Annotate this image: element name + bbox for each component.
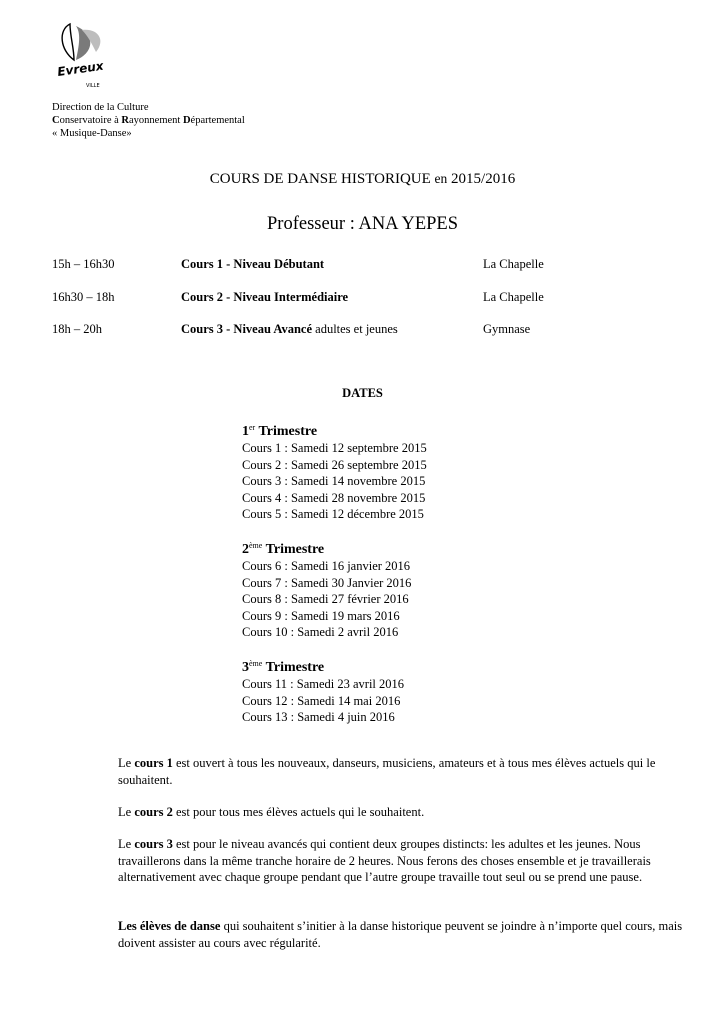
- date-item: Cours 11 : Samedi 23 avril 2016: [242, 677, 405, 691]
- paragraph-text: qui souhaitent s’initier à la danse historique peuvent se joindre à n’importe quel cours, mais doivent assister au cours avec régularité.: [118, 919, 683, 950]
- paragraph-text: est pour tous mes élèves actuels qui le souhaitent.: [172, 805, 425, 819]
- date-item: Cours 10 : Samedi 2 avril 2016: [242, 625, 399, 639]
- paragraph-text: est ouvert à tous les nouveaux, danseurs, musiciens, amateurs et à tous mes élèves actuels qui le souhaitent.: [118, 756, 656, 787]
- paragraph-bold: cours 1: [134, 756, 173, 770]
- paragraph: [118, 804, 698, 821]
- date-item: Cours 4 : Samedi 28 novembre 2015: [242, 490, 426, 505]
- page-title: [0, 171, 725, 188]
- schedule-time: 16h30 – 18h: [52, 290, 115, 304]
- paragraph-prefix: Le: [118, 837, 135, 851]
- trimester-number: 1: [242, 424, 249, 439]
- trimester-label: Trimestre: [262, 660, 325, 675]
- date-item: Cours 7 : Samedi 30 Janvier 2016: [242, 575, 412, 590]
- trimester-suffix: er: [249, 423, 256, 432]
- trimester-suffix: ème: [249, 659, 263, 668]
- date-item: Cours 6 : Samedi 16 janvier 2016: [242, 559, 411, 573]
- schedule-place: Gymnase: [483, 322, 531, 336]
- course-extra: adultes et jeunes: [312, 322, 398, 336]
- logo-text: Evreux: [56, 58, 105, 79]
- schedule-place: La Chapelle: [483, 257, 544, 271]
- schedule-time: 18h – 20h: [52, 322, 102, 336]
- schedule-course: [181, 257, 324, 272]
- trimester-number: 2: [242, 542, 249, 557]
- date-item: Cours 9 : Samedi 19 mars 2016: [242, 608, 400, 623]
- date-item: Cours 5 : Samedi 12 décembre 2015: [242, 507, 424, 521]
- paragraph-prefix: Le: [118, 805, 135, 819]
- header-initial: R: [121, 115, 129, 126]
- date-list: [242, 558, 542, 641]
- date-item: Cours 8 : Samedi 27 février 2016: [242, 592, 409, 606]
- paragraph-bold: cours 2: [134, 805, 173, 819]
- date-item: Cours 3 : Samedi 14 novembre 2015: [242, 474, 426, 488]
- course-name: Cours 2 - Niveau Intermédiaire: [181, 290, 349, 304]
- leaf-shape: [62, 24, 74, 60]
- trimester-title: [242, 537, 542, 558]
- schedule-place: La Chapelle: [483, 290, 544, 304]
- title-year: 2015/2016: [451, 171, 516, 187]
- trimester-title: [242, 655, 542, 676]
- header-line-2: [52, 114, 245, 127]
- trimester-label: Trimestre: [255, 424, 318, 439]
- date-item: Cours 12 : Samedi 14 mai 2016: [242, 693, 401, 708]
- header-text: onservatoire à: [59, 115, 122, 126]
- dates-heading: DATES: [342, 386, 383, 400]
- course-name: Cours 1 - Niveau Débutant: [181, 257, 325, 271]
- trimester-number: 3: [242, 660, 249, 675]
- professor-title: Professeur : ANA YEPES: [267, 214, 458, 234]
- city-logo: [52, 20, 114, 92]
- date-item: Cours 1 : Samedi 12 septembre 2015: [242, 441, 427, 455]
- title-main: COURS DE DANSE HISTORIQUE: [209, 171, 431, 187]
- trimester-block: [242, 537, 542, 641]
- paragraph-text: est pour le niveau avancés qui contient deux groupes distincts: les adultes et les jeunes. Nous travaillerons dans la même tranche horaire de 2 heures. Nous ferons des choses ensemble et je travaillerais alternativement avec chaque groupe pendant que l’autre groupe travaille tout seul ou se prend une pause.: [118, 837, 651, 884]
- schedule-time: 15h – 16h30: [52, 257, 115, 271]
- date-item: Cours 13 : Samedi 4 juin 2016: [242, 710, 395, 724]
- header-line-3: « Musique-Danse»: [52, 128, 132, 139]
- paragraph: [118, 836, 698, 886]
- trimester-title: [242, 419, 542, 440]
- trimester-label: Trimestre: [262, 542, 325, 557]
- paragraph-bold: Les élèves de danse: [118, 919, 221, 933]
- header-initial: C: [52, 115, 60, 126]
- date-list: [242, 440, 542, 523]
- date-item: Cours 2 : Samedi 26 septembre 2015: [242, 457, 427, 472]
- header-text: ayonnement: [129, 115, 183, 126]
- paragraph-prefix: Le: [118, 756, 135, 770]
- header-initial: D: [182, 115, 191, 126]
- logo-subtext: VILLE: [86, 83, 100, 89]
- trimester-block: [242, 419, 542, 523]
- header-text: épartemental: [190, 115, 245, 126]
- date-list: [242, 676, 542, 726]
- paragraph-bold: cours 3: [134, 837, 173, 851]
- trimester-suffix: ème: [249, 541, 263, 550]
- title-en: en: [434, 171, 448, 186]
- trimester-block: [242, 655, 542, 726]
- course-name: Cours 3 - Niveau Avancé: [181, 322, 313, 336]
- schedule-course: [181, 322, 398, 337]
- paragraph: [118, 918, 698, 951]
- header-line-1: Direction de la Culture: [52, 102, 149, 113]
- paragraph: [118, 755, 698, 788]
- schedule-course: [181, 290, 348, 305]
